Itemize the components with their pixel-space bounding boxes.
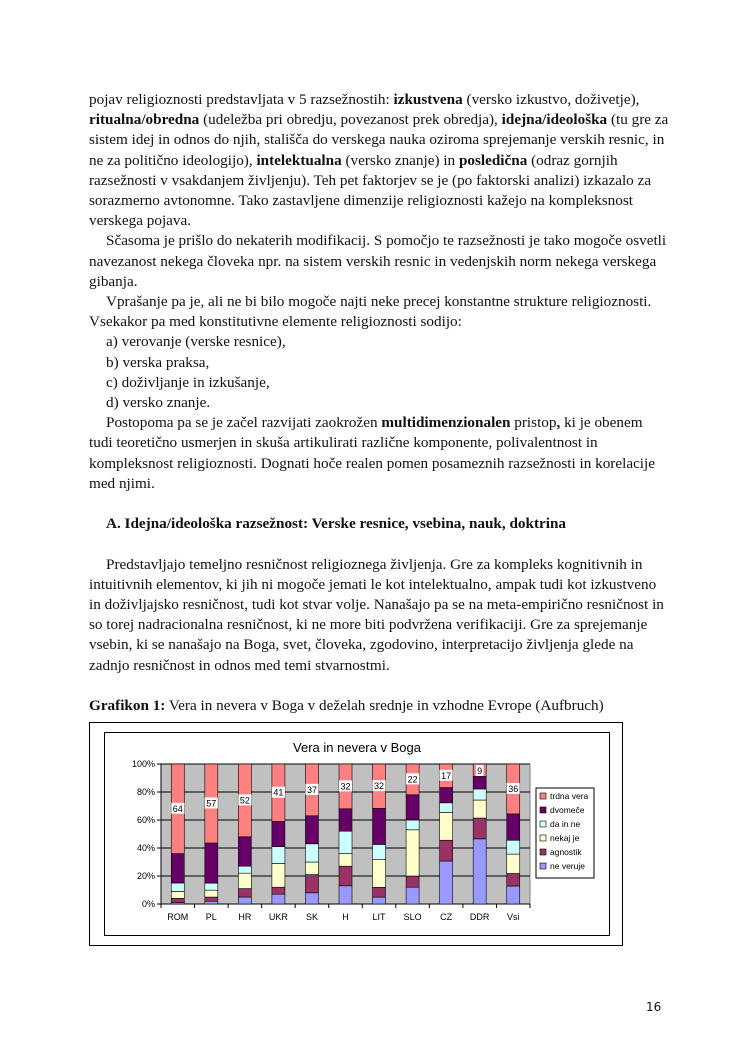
bold-term: posledična bbox=[458, 151, 528, 169]
y-tick-label: 100% bbox=[131, 759, 155, 769]
bar-segment-nekaj-je bbox=[305, 862, 318, 875]
bar-segment-agnostik bbox=[473, 818, 486, 839]
plot-area bbox=[132, 759, 530, 922]
chart-area bbox=[104, 732, 610, 936]
caption-text: Vera in nevera v Boga v deželah srednje in vzhodne Evrope (Aufbruch) bbox=[165, 697, 604, 715]
text-run: (udeležba pri obredju, povezanost prek obredja), bbox=[199, 111, 502, 129]
bar-segment-ne-veruje bbox=[373, 897, 386, 904]
bar-segment-dvomeče bbox=[440, 788, 453, 803]
legend-swatch bbox=[540, 849, 546, 855]
x-tick-label: LIT bbox=[372, 912, 386, 922]
y-tick-label: 40% bbox=[136, 843, 155, 853]
bold-term: izkustvena bbox=[393, 91, 463, 108]
bar-segment-da-in-ne bbox=[440, 803, 453, 813]
legend-label: nekaj je bbox=[550, 833, 580, 843]
text-run: Postopoma pa se je začel razvijati zaokrožen bbox=[106, 414, 382, 432]
bar-segment-agnostik bbox=[238, 889, 251, 897]
bar-segment-agnostik bbox=[406, 876, 419, 887]
bar-segment-nekaj-je bbox=[406, 830, 419, 876]
text-run: ki je obenem tudi teoretično usmerjen in skuša artikulirati različne komponente, polivalentnost in kompleksnost religioznosti. Dognati hoče realen pomen posameznih razsežnosti in korelacije med njimi. bbox=[89, 414, 655, 492]
x-tick-label: CZ bbox=[440, 912, 453, 922]
data-label: 32 bbox=[374, 781, 385, 792]
bar-segment-nekaj-je bbox=[171, 891, 184, 898]
bar-segment-agnostik bbox=[205, 897, 218, 901]
bar-segment-agnostik bbox=[339, 866, 352, 886]
bar-segment-agnostik bbox=[440, 840, 453, 861]
paragraph-truths: Predstavljajo temeljno resničnost religioznega življenja. Gre za kompleks kognitivnih in intuitivnih elementov, ki jih ni mogoče jemati le kot intelektualno, ampak tudi kot izkustveno in doživljajsko resničnost, tudi kot stvar volje. Nanašajo pa se na meta-empirično resničnost in so torej nadracionalna resničnost, ki ne more biti podvržena verifikaciji. Gre za sprejemanje vsebin, ki se nanašajo na Boga, svet, človeka, zgodovino, interpretacijo življenja glede na zadnjo resničnost in odnos med temi stvarnostmi. bbox=[89, 555, 664, 674]
bar-segment-da-in-ne bbox=[406, 820, 419, 830]
bar-segment-ne-veruje bbox=[272, 894, 285, 904]
stacked-bar-chart bbox=[105, 733, 609, 935]
list-item: d) versko znanje. bbox=[106, 394, 211, 412]
list-item: c) doživljanje in izkušanje, bbox=[106, 373, 270, 391]
text-run: pojav religioznosti predstavljata v 5 razsežnostih: bbox=[89, 91, 394, 108]
bar-segment-da-in-ne bbox=[272, 847, 285, 864]
text-run: pristop bbox=[510, 414, 557, 432]
bar-segment-dvomeče bbox=[507, 814, 520, 840]
bar-segment-nekaj-je bbox=[440, 813, 453, 841]
x-tick-label: HR bbox=[238, 912, 252, 922]
data-label: 17 bbox=[441, 770, 452, 781]
legend-swatch bbox=[540, 821, 546, 827]
section-heading: A. Idejna/ideološka razsežnost: Verske resnice, vsebina, nauk, doktrina bbox=[106, 515, 567, 533]
x-tick-label: UKR bbox=[268, 912, 288, 922]
bar-segment-da-in-ne bbox=[238, 866, 251, 873]
data-label: 52 bbox=[239, 795, 250, 806]
bar-segment-nekaj-je bbox=[507, 854, 520, 873]
bar-segment-da-in-ne bbox=[473, 789, 486, 800]
bar-segment-ne-veruje bbox=[339, 886, 352, 904]
bar-segment-da-in-ne bbox=[339, 831, 352, 853]
bold-term: idejna/ideološka bbox=[501, 111, 608, 129]
data-label: 57 bbox=[206, 798, 217, 809]
data-label: 41 bbox=[273, 787, 284, 798]
legend-swatch bbox=[540, 835, 546, 841]
y-tick-label: 0% bbox=[141, 899, 155, 909]
list-item: b) verska praksa, bbox=[106, 353, 210, 371]
bar-segment-nekaj-je bbox=[373, 860, 386, 888]
data-label: 37 bbox=[306, 784, 317, 795]
y-tick-label: 80% bbox=[136, 787, 155, 797]
bar-segment-dvomeče bbox=[238, 837, 251, 866]
legend-label: dvomeče bbox=[550, 805, 585, 815]
x-tick-label: H bbox=[342, 912, 349, 922]
bar-segment-ne-veruje bbox=[305, 893, 318, 904]
legend-label: ne veruje bbox=[550, 861, 585, 871]
data-label: 9 bbox=[477, 766, 483, 776]
paragraph-dimensions bbox=[89, 90, 669, 231]
figure-caption bbox=[89, 696, 669, 716]
bar-segment-da-in-ne bbox=[205, 883, 218, 890]
bar-segment-ne-veruje bbox=[507, 886, 520, 904]
paragraph-question: Vprašanje pa je, ali ne bi bilo mogoče najti neke precej konstantne strukture religioznosti. Vsekakor pa med konstitutivne elemente religioznosti sodijo: bbox=[89, 293, 652, 331]
bar-segment-dvomeče bbox=[373, 808, 386, 844]
bar-segment-dvomeče bbox=[272, 821, 285, 846]
bar-segment-ne-veruje bbox=[440, 861, 453, 904]
legend-label: trdna vera bbox=[550, 791, 589, 801]
bar-segment-dvomeče bbox=[406, 795, 419, 820]
x-tick-label: ROM bbox=[167, 912, 189, 922]
bar-segment-agnostik bbox=[272, 887, 285, 894]
data-label: 64 bbox=[172, 803, 183, 814]
caption-label: Grafikon 1: bbox=[89, 697, 166, 715]
list-item: a) verovanje (verske resnice), bbox=[106, 333, 286, 351]
bar-segment-nekaj-je bbox=[205, 890, 218, 897]
bar-segment-da-in-ne bbox=[373, 844, 386, 859]
bar-segment-dvomeče bbox=[339, 809, 352, 831]
bar-segment-ne-veruje bbox=[205, 901, 218, 904]
bar-segment-dvomeče bbox=[305, 816, 318, 844]
bar-segment-da-in-ne bbox=[171, 883, 184, 891]
y-tick-label: 20% bbox=[136, 871, 155, 881]
bar-segment-dvomeče bbox=[171, 854, 184, 883]
bar-segment-ne-veruje bbox=[238, 897, 251, 904]
bar-segment-nekaj-je bbox=[339, 854, 352, 867]
bar-segment-agnostik bbox=[305, 875, 318, 893]
bar-segment-ne-veruje bbox=[473, 839, 486, 904]
page-number: 16 bbox=[646, 1000, 662, 1014]
legend-label: da in ne bbox=[550, 819, 581, 829]
x-tick-label: PL bbox=[205, 912, 217, 922]
bar-segment-agnostik bbox=[171, 898, 184, 902]
x-tick-label: Vsi bbox=[506, 912, 520, 922]
paragraph-modifications: Sčasoma je prišlo do nekaterih modifikacij. S pomočjo te razsežnosti je tako mogoče osvetli navezanost nekega človeka npr. na sistem verskih resnic in vedenjskih norm nekega verskega gibanja. bbox=[89, 232, 667, 290]
legend-swatch bbox=[540, 807, 546, 813]
x-tick-label: DDR bbox=[469, 912, 490, 922]
x-tick-label: SK bbox=[305, 912, 318, 922]
x-tick-label: SLO bbox=[403, 912, 422, 922]
chart-title: Vera in nevera v Boga bbox=[293, 740, 421, 755]
bar-segment-nekaj-je bbox=[272, 863, 285, 887]
y-tick-label: 60% bbox=[136, 815, 155, 825]
paragraph-multidimensional bbox=[89, 413, 669, 494]
bold-comma: , bbox=[556, 414, 561, 432]
bar-segment-nekaj-je bbox=[238, 873, 251, 888]
bar-segment-da-in-ne bbox=[305, 844, 318, 862]
data-label: 36 bbox=[508, 783, 519, 794]
data-label: 32 bbox=[340, 781, 351, 792]
text-run: (versko znanje) in bbox=[341, 151, 459, 169]
data-label: 22 bbox=[407, 774, 418, 785]
text-run: (tu gre za sistem idej in odnos do njih, stališča do verskega nauka oziroma sprejemanje verskih resnic, in ne za politično ideologijo), bbox=[89, 111, 669, 169]
bar-segment-da-in-ne bbox=[507, 840, 520, 854]
bold-term: multidimenzionalen bbox=[381, 414, 511, 432]
document-page bbox=[89, 90, 669, 716]
figure-frame bbox=[89, 722, 623, 946]
bold-term: ritualna/obredna bbox=[89, 111, 200, 129]
legend-swatch bbox=[540, 863, 546, 869]
legend-label: agnostik bbox=[550, 847, 582, 857]
text-run: (odraz gornjih razsežnosti v vsakdanjem življenju). Teh pet faktorjev se je (po faktorski analizi) izkazalo za sorazmerno avtonomne. Tako zastavljene dimenzije religioznosti kažejo na kompleksnost verskega pojava. bbox=[89, 151, 652, 230]
text-run: (versko izkustvo, doživetje), bbox=[462, 91, 640, 108]
bar-segment-agnostik bbox=[373, 887, 386, 897]
bar-segment-dvomeče bbox=[205, 843, 218, 883]
bar-segment-dvomeče bbox=[473, 776, 486, 788]
legend-swatch bbox=[540, 793, 546, 799]
bold-term: intelektualna bbox=[256, 151, 342, 169]
bar-segment-agnostik bbox=[507, 874, 520, 886]
bar-segment-ne-veruje bbox=[406, 887, 419, 904]
legend bbox=[536, 788, 594, 878]
bar-segment-nekaj-je bbox=[473, 800, 486, 818]
